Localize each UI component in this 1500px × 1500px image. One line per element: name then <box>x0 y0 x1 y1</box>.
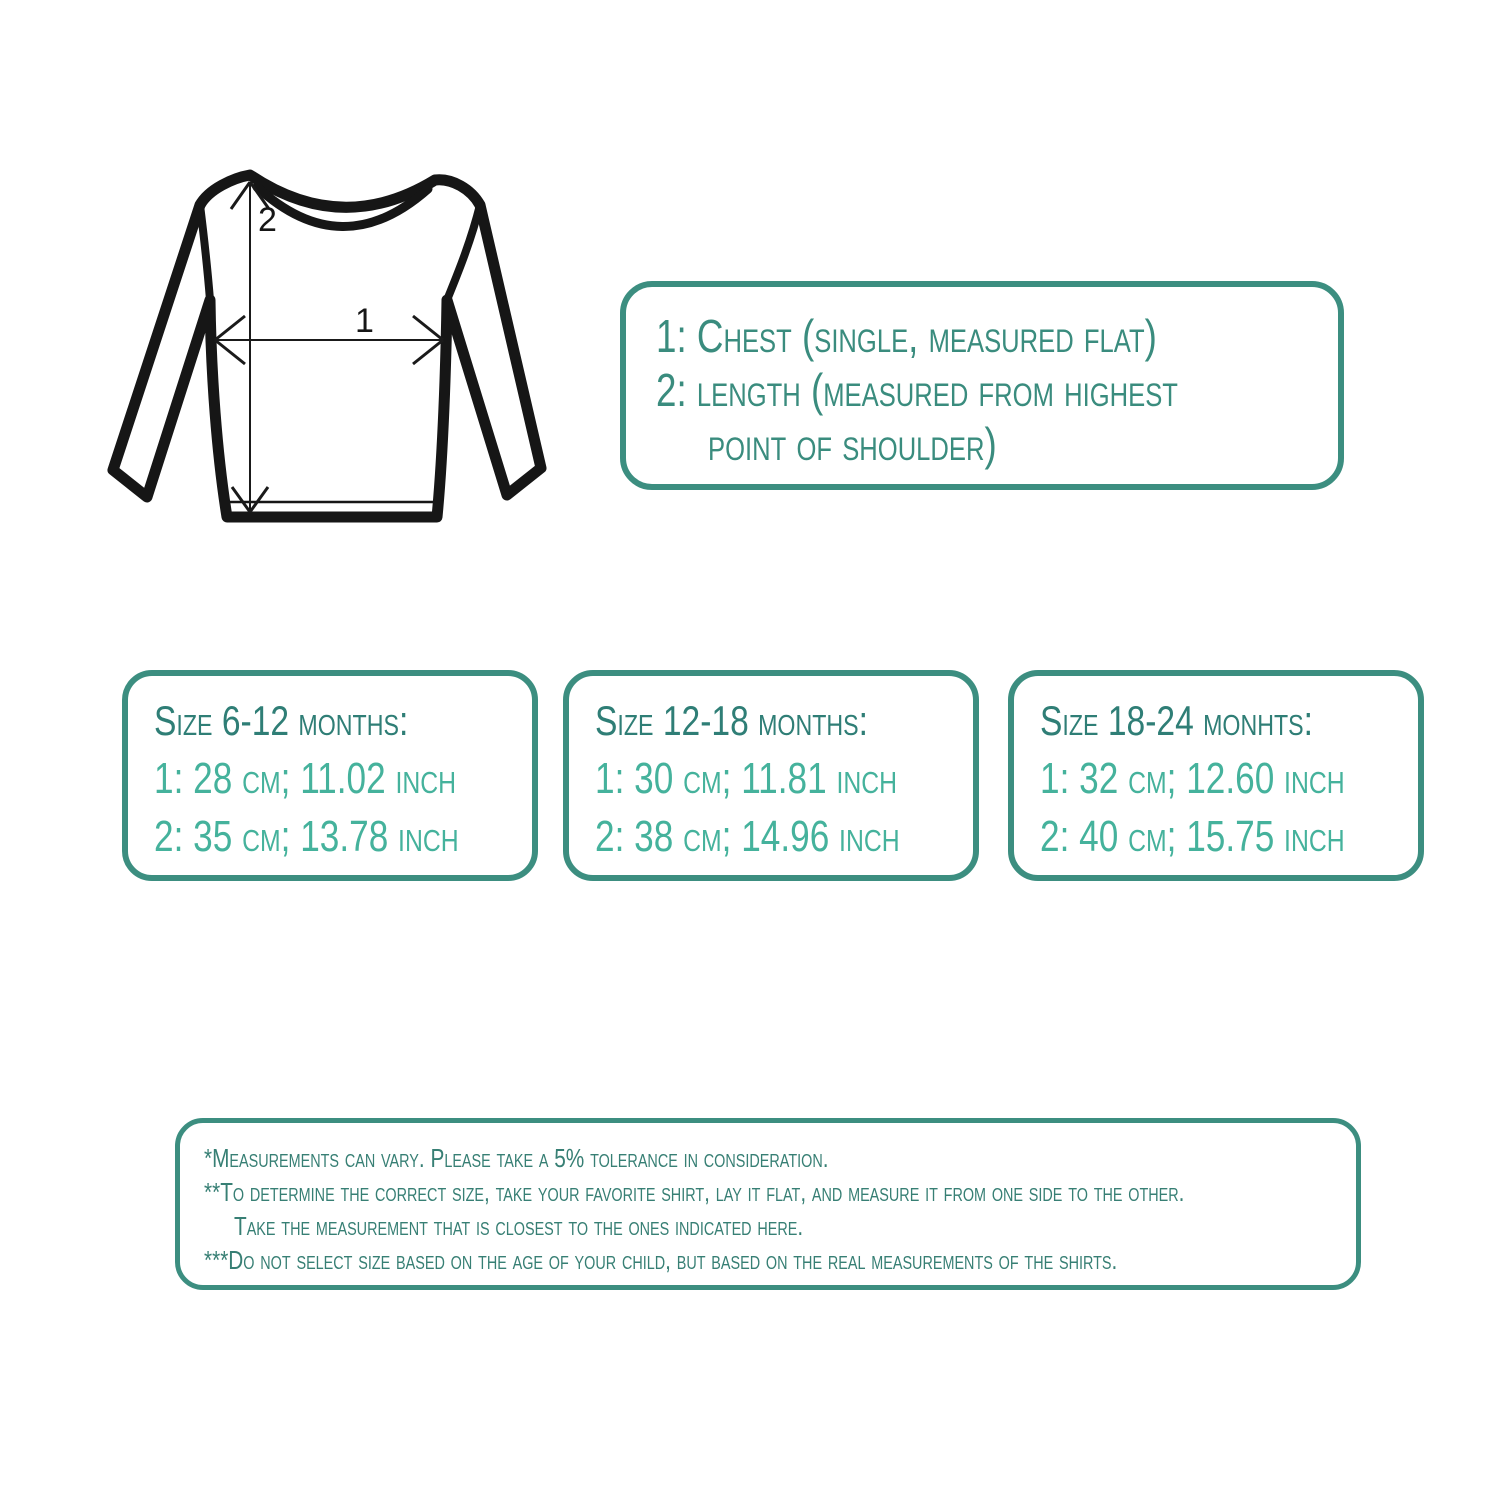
footnote-age-warning: ***Do not select size based on the age of your child, but based on the real measurements of the shirts. <box>204 1245 1118 1275</box>
size-title <box>595 692 947 750</box>
size-chest-text: 1: 28 cm; 11.02 inch <box>154 754 457 803</box>
size-length-value <box>154 808 506 866</box>
footnote-how-to-measure: **To determine the correct size, take your favorite shirt, lay it flat, and measure it from one side to the other. <box>204 1177 1185 1207</box>
legend-line-length-cont: point of shoulder) <box>708 418 997 470</box>
size-length-value <box>1040 808 1392 866</box>
size-title-text: Size 12-18 months: <box>595 697 868 744</box>
size-chest-text: 1: 32 cm; 12.60 inch <box>1040 754 1345 803</box>
legend-line <box>656 363 1308 417</box>
legend-line-chest: 1: Chest (single, measured flat) <box>656 310 1157 362</box>
size-box-18-24-months <box>1008 670 1424 881</box>
size-length-text: 2: 40 cm; 15.75 inch <box>1040 812 1345 861</box>
footnotes-box <box>175 1118 1361 1290</box>
shirt-measurement-diagram <box>105 125 575 565</box>
size-box-12-18-months <box>563 670 979 881</box>
size-title-text: Size 18-24 monhts: <box>1040 697 1313 744</box>
footnote-line <box>204 1209 1332 1243</box>
legend-box <box>620 281 1344 490</box>
legend-line-length: 2: length (measured from highest <box>656 364 1178 416</box>
size-length-text: 2: 38 cm; 14.96 inch <box>595 812 900 861</box>
length-measure-label: 2 <box>258 201 277 239</box>
size-chest-value <box>154 750 506 808</box>
legend-line <box>656 309 1308 363</box>
size-title <box>154 692 506 750</box>
footnote-line <box>204 1243 1332 1277</box>
footnote-how-to-measure-cont: Take the measurement that is closest to the ones indicated here. <box>234 1211 804 1241</box>
size-box-6-12-months <box>122 670 538 881</box>
size-chest-text: 1: 30 cm; 11.81 inch <box>595 754 898 803</box>
footnote-tolerance: *Measurements can vary. Please take a 5% tolerance in consideration. <box>204 1143 829 1173</box>
size-title <box>1040 692 1392 750</box>
footnote-line <box>204 1175 1332 1209</box>
footnote-line <box>204 1141 1332 1175</box>
size-chest-value <box>1040 750 1392 808</box>
size-chest-value <box>595 750 947 808</box>
size-length-text: 2: 35 cm; 13.78 inch <box>154 812 459 861</box>
size-length-value <box>595 808 947 866</box>
size-title-text: Size 6-12 months: <box>154 697 409 744</box>
legend-line <box>656 417 1308 471</box>
chest-measure-label: 1 <box>355 302 374 340</box>
